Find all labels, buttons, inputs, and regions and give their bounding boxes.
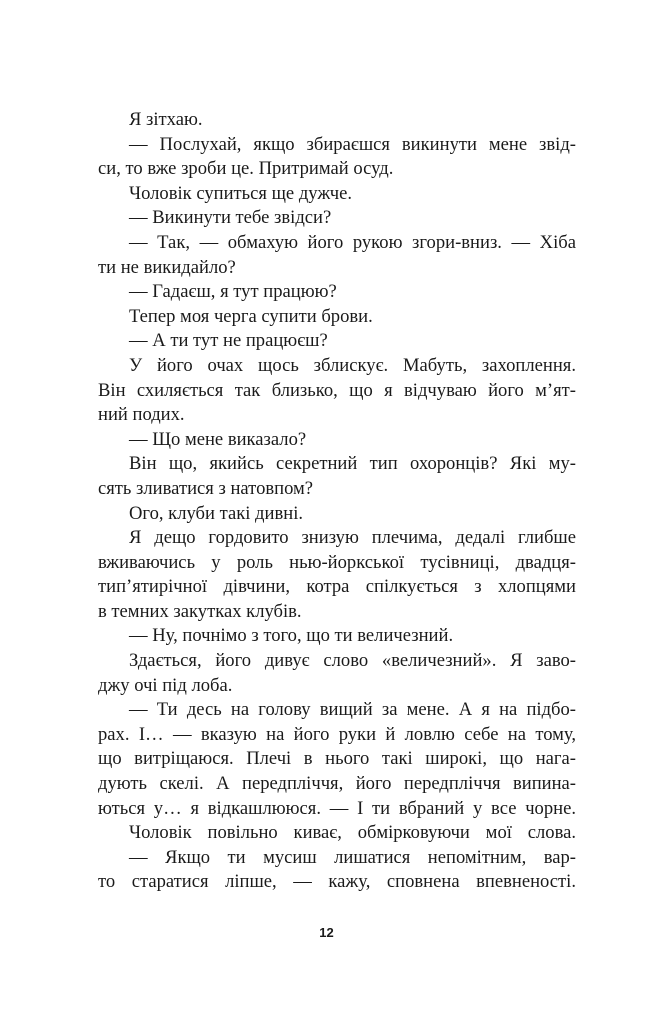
text-line: Він схиляється так близько, що я відчуваю його м’ят- — [98, 379, 576, 401]
text-line: — Послухай, якщо збираєшся викинути мене звід- — [129, 133, 576, 155]
text-line: дують скелі. А передпліччя, його передпліччя випина- — [98, 773, 576, 795]
text-line: Здається, його дивує слово «величезний». Я заво- — [129, 650, 576, 672]
text-line: си, то вже зроби це. Притримай осуд. — [98, 158, 394, 180]
text-line: — Викинути тебе звідси? — [129, 207, 332, 229]
text-line: сять зливатися з натовпом? — [98, 477, 314, 499]
text-line: — А ти тут не працюєш? — [129, 330, 328, 352]
page-number: 12 — [319, 925, 334, 940]
text-line: — Що мене виказало? — [129, 428, 307, 450]
text-line: вживаючись у роль нью-йоркської тусівниці, двадця- — [98, 551, 576, 573]
book-page-text — [98, 108, 576, 895]
text-line: рах. І… — вказую на його руки й ловлю себе на тому, — [98, 723, 576, 745]
text-line: — Гадаєш, я тут працюю? — [129, 281, 337, 303]
text-line: в темних закутках клубів. — [98, 600, 302, 622]
text-line: — Ти десь на голову вищий за мене. А я на підбо- — [129, 699, 576, 721]
text-line: тип’ятирічної дівчини, котра спілкується з хлопцями — [98, 576, 576, 598]
text-line: Він що, якийсь секретний тип охоронців? Які му- — [129, 453, 576, 475]
text-line: що витріщаюся. Плечі в нього такі широкі, що нага- — [98, 748, 576, 770]
text-line: — Ну, почнімо з того, що ти величезний. — [129, 625, 454, 647]
text-line: У його очах щось зблискує. Мабуть, захоплення. — [129, 354, 576, 376]
text-line: Тепер моя черга супити брови. — [129, 305, 373, 327]
text-line: Чоловік супиться ще дужче. — [129, 182, 352, 204]
text-line: то старатися ліпше, — кажу, сповнена впевненості. — [98, 871, 576, 893]
text-line: ний подих. — [98, 404, 185, 426]
text-line: ються у… я відкашлююся. — І ти вбраний у все чорне. — [98, 797, 576, 819]
text-line: — Якщо ти мусиш лишатися непомітним, вар- — [129, 846, 576, 868]
text-line: Я зітхаю. — [129, 109, 203, 130]
text-line: Я дещо гордовито знизую плечима, дедалі глибше — [129, 527, 576, 549]
text-line: — Так, — обмахую його рукою згори-вниз. — Хіба — [129, 231, 576, 253]
text-line: Чоловік повільно киває, обмірковуючи мої слова. — [129, 822, 576, 844]
text-line: Ого, клуби такі дивні. — [129, 502, 304, 524]
text-line: джу очі під лоба. — [98, 674, 233, 696]
text-line: ти не викидайло? — [98, 256, 236, 278]
